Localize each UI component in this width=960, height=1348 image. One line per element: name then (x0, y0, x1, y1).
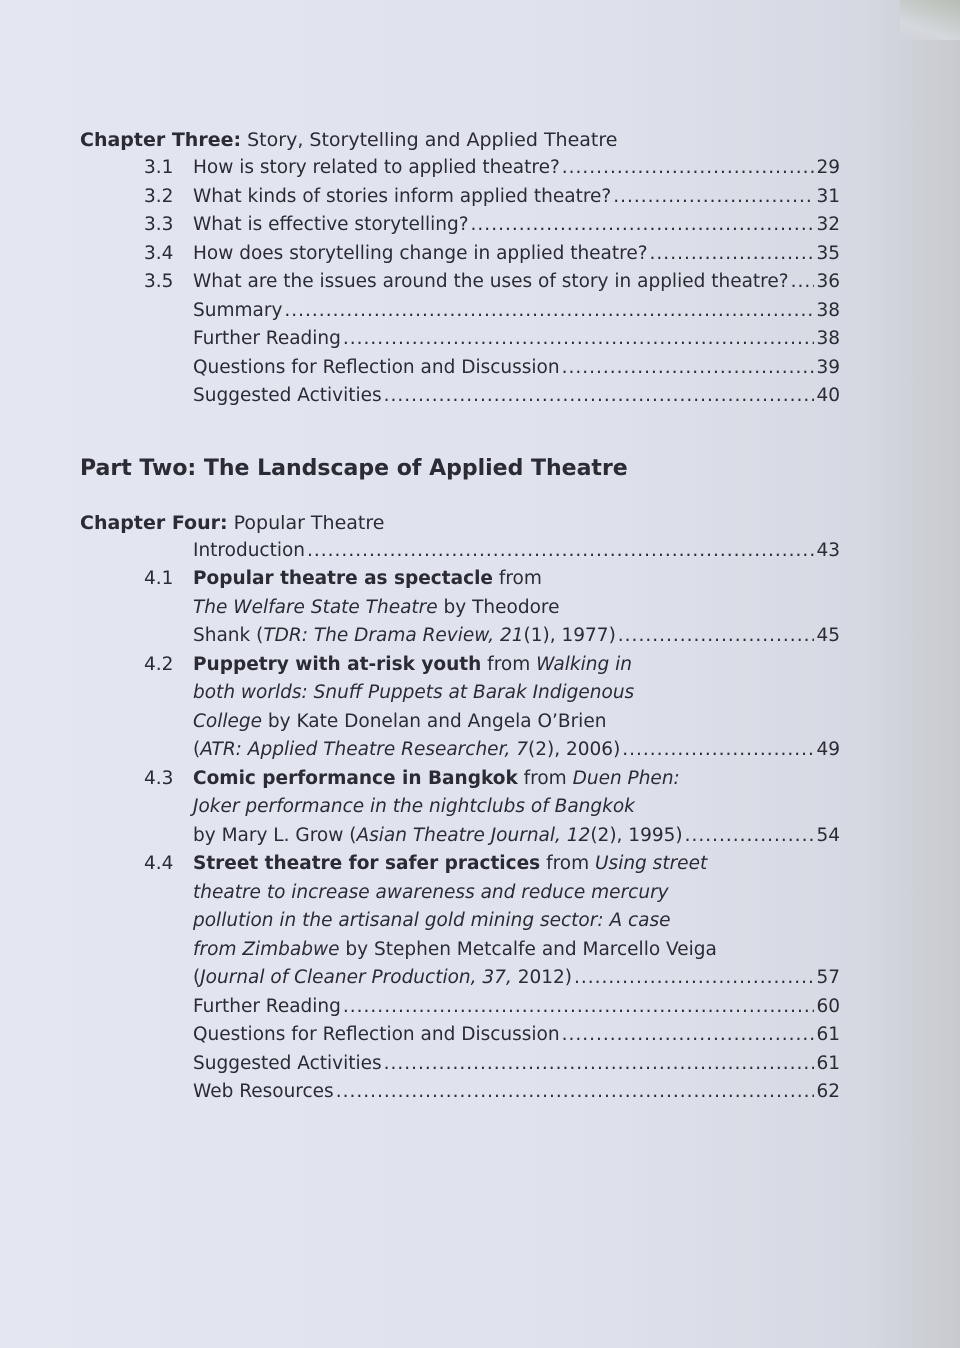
source-journal: Asian Theatre Journal, 12 (356, 824, 591, 846)
dot-leader (685, 822, 815, 851)
source-title: College (193, 710, 263, 732)
chapter-three-heading (80, 126, 840, 154)
dot-leader (618, 622, 815, 651)
source-issue: (2), 1995) (590, 824, 683, 846)
source-text: ( (193, 739, 201, 760)
page-number: 45 (816, 625, 840, 646)
dot-leader (307, 537, 814, 566)
entry-title: Web Resources (193, 1081, 334, 1102)
toc-entry-summary[interactable] (80, 297, 840, 326)
source-title: theatre to increase awareness and reduce mercury (193, 881, 669, 903)
part-two-heading: Part Two: The Landscape of Applied Theatre (80, 455, 628, 481)
entry-title: Comic performance in Bangkok (193, 767, 518, 789)
page-number: 43 (816, 539, 840, 561)
dot-leader (384, 382, 815, 411)
entry-title: Suggested Activities (193, 1052, 382, 1074)
entry-title: Street theatre for safer practices (193, 853, 541, 874)
toc-entry[interactable] (80, 565, 840, 651)
entry-title: How is story related to applied theatre? (193, 157, 560, 178)
page-corner-shadow (900, 0, 960, 40)
page-number: 29 (816, 157, 840, 178)
toc-entry-introduction[interactable] (80, 537, 840, 566)
chapter-title: Popular Theatre (233, 511, 385, 534)
entry-from: from (517, 767, 573, 789)
entry-title: Introduction (193, 539, 306, 561)
entry-title: Summary (193, 299, 283, 321)
toc-entry[interactable] (80, 154, 840, 183)
entry-title: What kinds of stories inform applied theatre? (193, 185, 612, 207)
page-number: 38 (816, 299, 840, 321)
source-title: both worlds: Snuff Puppets at Barak Indigenous (193, 682, 635, 703)
page-number: 40 (816, 385, 840, 406)
dot-leader (650, 240, 815, 269)
section-number: 3.5 (144, 271, 174, 292)
dot-leader (791, 268, 815, 297)
entry-from: from (481, 653, 537, 675)
toc-entry[interactable] (80, 850, 840, 993)
toc-entry[interactable] (80, 651, 840, 765)
dot-leader (336, 1078, 815, 1107)
source-title: Using street (595, 853, 708, 874)
source-issue: 2012) (511, 967, 573, 988)
entry-title: Popular theatre as spectacle (193, 568, 493, 589)
entry-title: What is effective storytelling? (193, 214, 469, 235)
source-issue: (1), 1977) (523, 625, 616, 646)
page-number: 36 (816, 271, 840, 292)
dot-leader (343, 993, 815, 1022)
page-number: 39 (816, 356, 840, 378)
entry-title: How does storytelling change in applied theatre? (193, 242, 648, 264)
page-number: 62 (816, 1081, 840, 1102)
dot-leader (343, 325, 815, 354)
toc-entry-web-resources[interactable] (80, 1078, 840, 1107)
toc-entry-activities[interactable] (80, 382, 840, 411)
section-number: 3.3 (144, 214, 174, 235)
source-author: by Theodore (437, 596, 560, 618)
entry-title: Puppetry with at-risk youth (193, 653, 482, 675)
entry-from: from (540, 853, 596, 874)
entry-title: Further Reading (193, 328, 341, 349)
page-number: 61 (816, 1024, 840, 1045)
source-issue: (2), 2006) (528, 739, 621, 760)
entry-from: from (492, 568, 542, 589)
section-number: 4.1 (144, 568, 174, 589)
section-number: 3.1 (144, 157, 174, 178)
entry-title: Further Reading (193, 995, 341, 1017)
dot-leader (562, 154, 815, 183)
dot-leader (613, 183, 814, 212)
source-author: by Kate Donelan and Angela O’Brien (262, 710, 607, 732)
page-number: 31 (816, 185, 840, 207)
page-number: 60 (816, 995, 840, 1017)
chapter-label: Chapter Four: (80, 511, 228, 534)
source-title: pollution in the artisanal gold mining sector: A case (193, 910, 671, 931)
dot-leader (562, 1021, 815, 1050)
source-title: The Welfare State Theatre (193, 596, 438, 618)
entry-title: Questions for Reflection and Discussion (193, 1024, 560, 1045)
section-number: 4.2 (144, 653, 174, 675)
toc-entry[interactable] (80, 268, 840, 297)
dot-leader (574, 964, 814, 993)
source-title: Walking in (536, 653, 632, 675)
dot-leader (622, 736, 814, 765)
dot-leader (284, 297, 814, 326)
chapter-title: Story, Storytelling and Applied Theatre (247, 129, 618, 151)
toc-entry[interactable] (80, 765, 840, 851)
entry-title: Questions for Reflection and Discussion (193, 356, 560, 378)
section-number: 3.4 (144, 242, 174, 264)
toc-entry-questions[interactable] (80, 1021, 840, 1050)
section-number: 4.3 (144, 767, 174, 789)
toc-entry[interactable] (80, 211, 840, 240)
page-number: 57 (816, 967, 840, 988)
source-journal: Journal of Cleaner Production, 37, (200, 967, 512, 988)
entry-title: Suggested Activities (193, 385, 382, 406)
source-title: from Zimbabwe (193, 938, 340, 960)
dot-leader (384, 1050, 815, 1079)
entry-title: What are the issues around the uses of story in applied theatre? (193, 271, 789, 292)
page-number: 61 (816, 1052, 840, 1074)
toc-entry-further-reading[interactable] (80, 325, 840, 354)
toc-entry[interactable] (80, 183, 840, 212)
source-title: Joker performance in the nightclubs of Bangkok (193, 796, 635, 817)
dot-leader (562, 354, 815, 383)
source-text: Shank ( (193, 625, 264, 646)
page-number: 49 (816, 739, 840, 760)
source-title: Duen Phen: (572, 767, 680, 789)
toc-entry-further-reading[interactable] (80, 993, 840, 1022)
page-number: 35 (816, 242, 840, 264)
toc-entry-questions[interactable] (80, 354, 840, 383)
page-number: 32 (816, 214, 840, 235)
page-number: 38 (816, 328, 840, 349)
dot-leader (471, 211, 815, 240)
source-journal: ATR: Applied Theatre Researcher, 7 (200, 739, 529, 760)
section-number: 4.4 (144, 853, 174, 874)
toc-entry[interactable] (80, 240, 840, 269)
toc-entry-activities[interactable] (80, 1050, 840, 1079)
source-text: ( (193, 967, 201, 988)
page-number: 54 (816, 824, 840, 846)
source-author: by Mary L. Grow ( (193, 824, 357, 846)
source-journal: TDR: The Drama Review, 21 (263, 625, 524, 646)
chapter-label: Chapter Three: (80, 129, 242, 151)
source-author: by Stephen Metcalfe and Marcello Veiga (339, 938, 717, 960)
table-of-contents (80, 126, 840, 1107)
section-number: 3.2 (144, 185, 174, 207)
chapter-four-heading (80, 509, 840, 537)
